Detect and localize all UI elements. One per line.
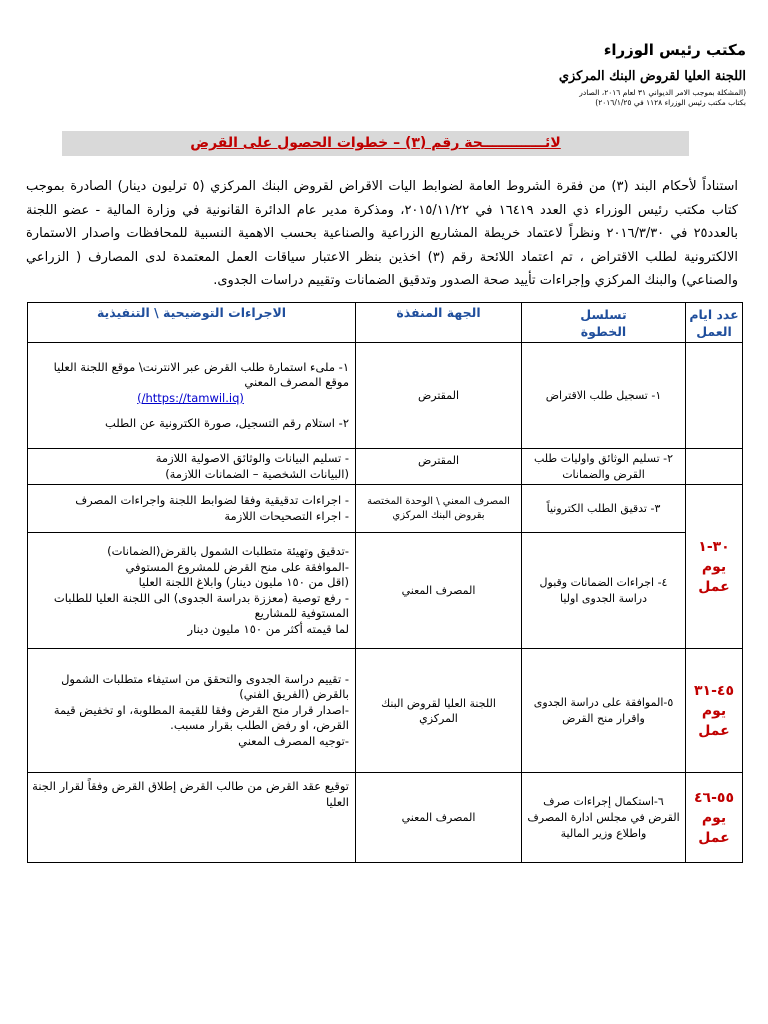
- intro-paragraph: استناداً لأحكام البند (٣) من فقرة الشروط العامة لضوابط اليات الاقراض لقروض البنك المركزي (٥ ترليون دينار) الصادرة بموجب كتاب مكتب رئيس الوزراء ذي العدد ١٦٤١٩ في ٢٠١٥/١١/٢٢، ومذكرة مدير عام الدائرة القانونية في وزارة المالية - عضو اللجنة بالعدد٢٥ في ٢٠١٦/٣/٣٠ ونظراً لاعتماد خريطة المشاريع الزراعية والصناعية بحسب الاهمية النسبية للمحافظات واصدار الاستمارة الالكترونية لطلب الاقتراض ، تم اعتماد اللائحة رقم (٣) اخذين بنظر الاعتبار سياقات العمل المعتمدة لدى المصارف ( الزراعي والصناعي) والبنك المركزي وإجراءات تأييد صحة الصدور وتدقيق الضمانات وتقييم دراسات الجدوى.: [26, 179, 739, 288]
- days-unit: يوم عمل: [698, 702, 730, 739]
- days-cell-empty: [686, 449, 743, 485]
- tamwil-link[interactable]: (https://tamwil.iq/): [137, 390, 244, 405]
- days-group-3: [686, 773, 743, 863]
- step-cell: ٦-استكمال إجراءات صرف القرض في مجلس ادارة المصرف واطلاع وزير المالية: [522, 773, 686, 863]
- days-group-1: [686, 485, 743, 649]
- office-name: مكتب رئيس الوزراء: [603, 41, 746, 59]
- document-title-bar: [62, 131, 689, 156]
- table-row: [28, 485, 743, 533]
- days-range: ٣٠-١: [698, 538, 730, 555]
- procedure-line: -الموافقة على منح القرض للمشروع المستوفي: [125, 559, 349, 574]
- procedures-cell: [28, 449, 356, 485]
- procedures-cell: [28, 533, 356, 649]
- procedure-line: (اقل من ١٥٠ مليون دينار) وابلاغ اللجنة العليا: [138, 575, 349, 589]
- procedure-line: - رفع توصية (معززة بدراسة الجدوى) الى اللجنة العليا للطلبات المستوفية للمشاريع: [53, 590, 349, 620]
- procedures-cell: [28, 343, 356, 449]
- procedures-cell: [28, 773, 356, 863]
- table-row: [28, 533, 743, 649]
- committee-note-line-1: (المشكلة بموجب الامر الديواني ٣١ لعام ٢٠١٦، الصادر: [579, 88, 746, 97]
- header-days-line-1: عدد ايام: [689, 306, 739, 322]
- procedure-line: (البيانات الشخصية – الضمانات اللازمة): [165, 466, 349, 481]
- procedure-line: - اجراءات تدقيقية وفقا لضوابط اللجنة واجراءات المصرف: [75, 493, 349, 507]
- days-unit: يوم عمل: [698, 558, 730, 595]
- procedures-cell: [28, 485, 356, 533]
- document-title: لائـــــــــــــحة رقم (٣) – خطوات الحصول على القرض: [190, 135, 561, 151]
- steps-table: [27, 302, 743, 863]
- days-group-2: [686, 649, 743, 773]
- procedure-line: - تسليم البيانات والوثائق الاصولية اللازمة: [155, 451, 349, 465]
- step-cell: ٢- تسليم الوثائق واوليات طلب القرض والضمانات: [522, 449, 686, 485]
- procedures-cell: [28, 649, 356, 773]
- header-seq-line-2: الخطوة: [580, 323, 627, 339]
- header-executing-party: الجهة المنفذة: [356, 303, 522, 343]
- days-unit: يوم عمل: [698, 809, 730, 846]
- committee-name: اللجنة العليا لقروض البنك المركزي: [558, 69, 746, 84]
- executor-cell: اللجنة العليا لقروض البنك المركزي: [356, 649, 522, 773]
- executor-cell: المصرف المعني: [356, 533, 522, 649]
- procedure-line: توقيع عقد القرض من طالب القرض إطلاق القرض وفقاً لقرار الجنة العليا: [32, 779, 349, 809]
- step-cell: ٣- تدقيق الطلب الكترونياً: [522, 485, 686, 533]
- days-range: ٥٥-٤٦: [694, 789, 734, 806]
- procedure-line: - تقييم دراسة الجدوى والتحقق من استيفاء متطلبات الشمول بالقرض (الفريق الفني): [61, 671, 349, 702]
- executor-cell: المقترض: [356, 343, 522, 449]
- table-row: [28, 449, 743, 485]
- table-row: [28, 773, 743, 863]
- header-days-line-2: العمل: [696, 323, 732, 339]
- days-range: ٤٥-٣١: [694, 682, 734, 699]
- executor-cell: المصرف المعني \ الوحدة المختصة بقروض البنك المركزي: [356, 485, 522, 533]
- header-step-sequence: [522, 303, 686, 343]
- letterhead: [346, 40, 746, 108]
- procedure-line: لما قيمته أكثر من ١٥٠ مليون دينار: [187, 621, 349, 636]
- procedure-line: -توجيه المصرف المعني: [238, 733, 349, 748]
- procedure-line: -اصدار قرار منح القرض وفقا للقيمة المطلوبة، او تخفيض قيمة القرض، او رفض الطلب بقرار مسبب.: [53, 702, 349, 733]
- procedure-line: ٢- استلام رقم التسجيل، صورة الكترونية عن الطلب: [104, 416, 349, 430]
- header-seq-line-1: تسلسل: [580, 306, 627, 322]
- executor-cell: المقترض: [356, 449, 522, 485]
- days-cell-empty: [686, 343, 743, 449]
- step-cell: ١- تسجيل طلب الاقتراض: [522, 343, 686, 449]
- table-row: [28, 343, 743, 449]
- step-cell: ٥-الموافقة على دراسة الجدوى واقرار منح القرض: [522, 649, 686, 773]
- table-header-row: [28, 303, 743, 343]
- procedure-line: ١- ملىء استمارة طلب القرض عبر الانترنت\ موقع اللجنة العليا موقع المصرف المعني: [53, 359, 349, 389]
- executor-cell: المصرف المعني: [356, 773, 522, 863]
- header-working-days: [686, 303, 743, 343]
- procedure-line: -تدقيق وتهيئة متطلبات الشمول بالقرض(الضمانات): [107, 544, 349, 558]
- header-procedures: الاجراءات التوضيحية \ التنفيذية: [28, 303, 356, 343]
- committee-note-line-2: بكتاب مكتب رئيس الوزراء ١١٢٨ في ٢٠١٦/١/٢٥): [595, 98, 746, 107]
- step-cell: ٤- اجراءات الضمانات وقبول دراسة الجدوى اوليا: [522, 533, 686, 649]
- procedure-line: - اجراء التصحيحات اللازمة: [224, 508, 349, 523]
- table-row: [28, 649, 743, 773]
